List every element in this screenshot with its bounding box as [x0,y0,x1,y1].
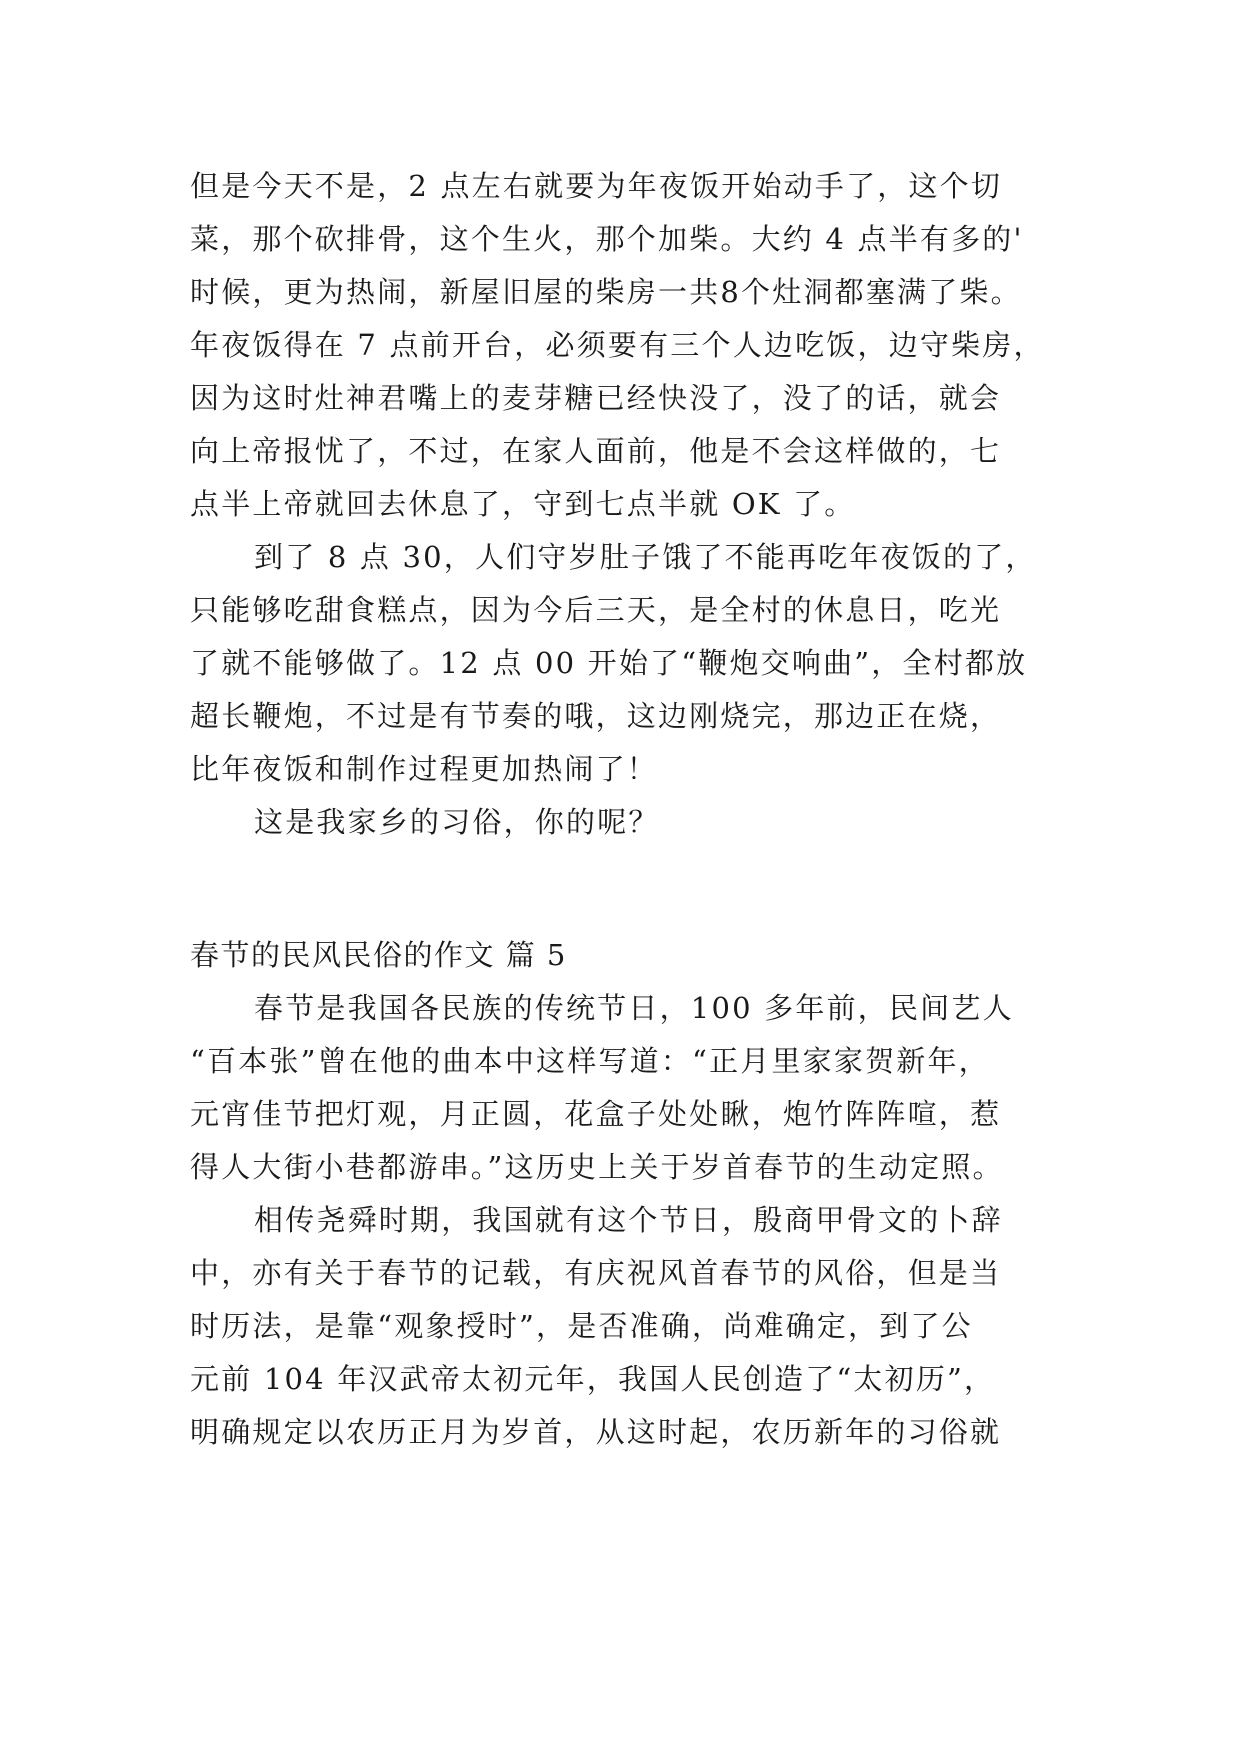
text-line: 只能够吃甜食糕点，因为今后三天，是全村的休息日，吃光 [190,593,1002,627]
text-line: 元前 104 年汉武帝太初元年，我国人民创造了“太初历”， [190,1362,996,1396]
text-line: 超长鞭炮，不过是有节奏的哦，这边刚烧完，那边正在烧， [190,699,1002,733]
text-line: 得人大街小巷都游串。”这历史上关于岁首春节的生动定照。 [190,1150,1004,1184]
document-body [190,160,1070,1459]
text-line: 时候，更为热闹，新屋旧屋的柴房一共8个灶洞都塞满了柴。 [190,275,1022,309]
section-spacer [190,849,1070,929]
text-line: 向上帝报忧了，不过，在家人面前，他是不会这样做的，七 [190,434,1002,468]
paragraph [190,796,1070,849]
text-line: 年夜饭得在 7 点前开台，必须要有三个人边吃饭，边守柴房， [190,328,1045,362]
text-line: “百本张”曾在他的曲本中这样写道：“正月里家家贺新年， [190,1044,990,1078]
text-line: 因为这时灶神君嘴上的麦芽糖已经快没了，没了的话，就会 [190,381,1002,415]
text-line: 到了 8 点 30，人们守岁肚子饿了不能再吃年夜饭的了， [254,540,1037,574]
text-line: 春节是我国各民族的传统节日，100 多年前，民间艺人 [254,991,1014,1025]
paragraph [190,982,1070,1194]
text-line: 相传尧舜时期，我国就有这个节日，殷商甲骨文的卜辞 [254,1203,1003,1237]
paragraph [190,1194,1070,1459]
text-line: 中，亦有关于春节的记载，有庆祝风首春节的风俗，但是当 [190,1256,1002,1290]
text-line: 时历法，是靠“观象授时”，是否准确，尚难确定，到了公 [190,1309,973,1343]
paragraph [190,160,1070,531]
text-line: 这是我家乡的习俗，你的呢？ [254,805,660,839]
text-line: 点半上帝就回去休息了，守到七点半就 OK 了。 [190,487,856,521]
text-line: 明确规定以农历正月为岁首，从这时起，农历新年的习俗就 [190,1415,1002,1449]
section-heading: 春节的民风民俗的作文 篇 5 [190,938,567,972]
text-line: 了就不能够做了。12 点 00 开始了“鞭炮交响曲”，全村都放 [190,646,1028,680]
text-line: 元宵佳节把灯观，月正圆，花盒子处处瞅，炮竹阵阵喧，惹 [190,1097,1002,1131]
text-line: 菜，那个砍排骨，这个生火，那个加柴。大约 4 点半有多的' [190,222,1024,256]
text-line: 但是今天不是，2 点左右就要为年夜饭开始动手了，这个切 [190,169,1003,203]
paragraph [190,531,1070,796]
text-line: 比年夜饭和制作过程更加热闹了！ [190,752,659,786]
